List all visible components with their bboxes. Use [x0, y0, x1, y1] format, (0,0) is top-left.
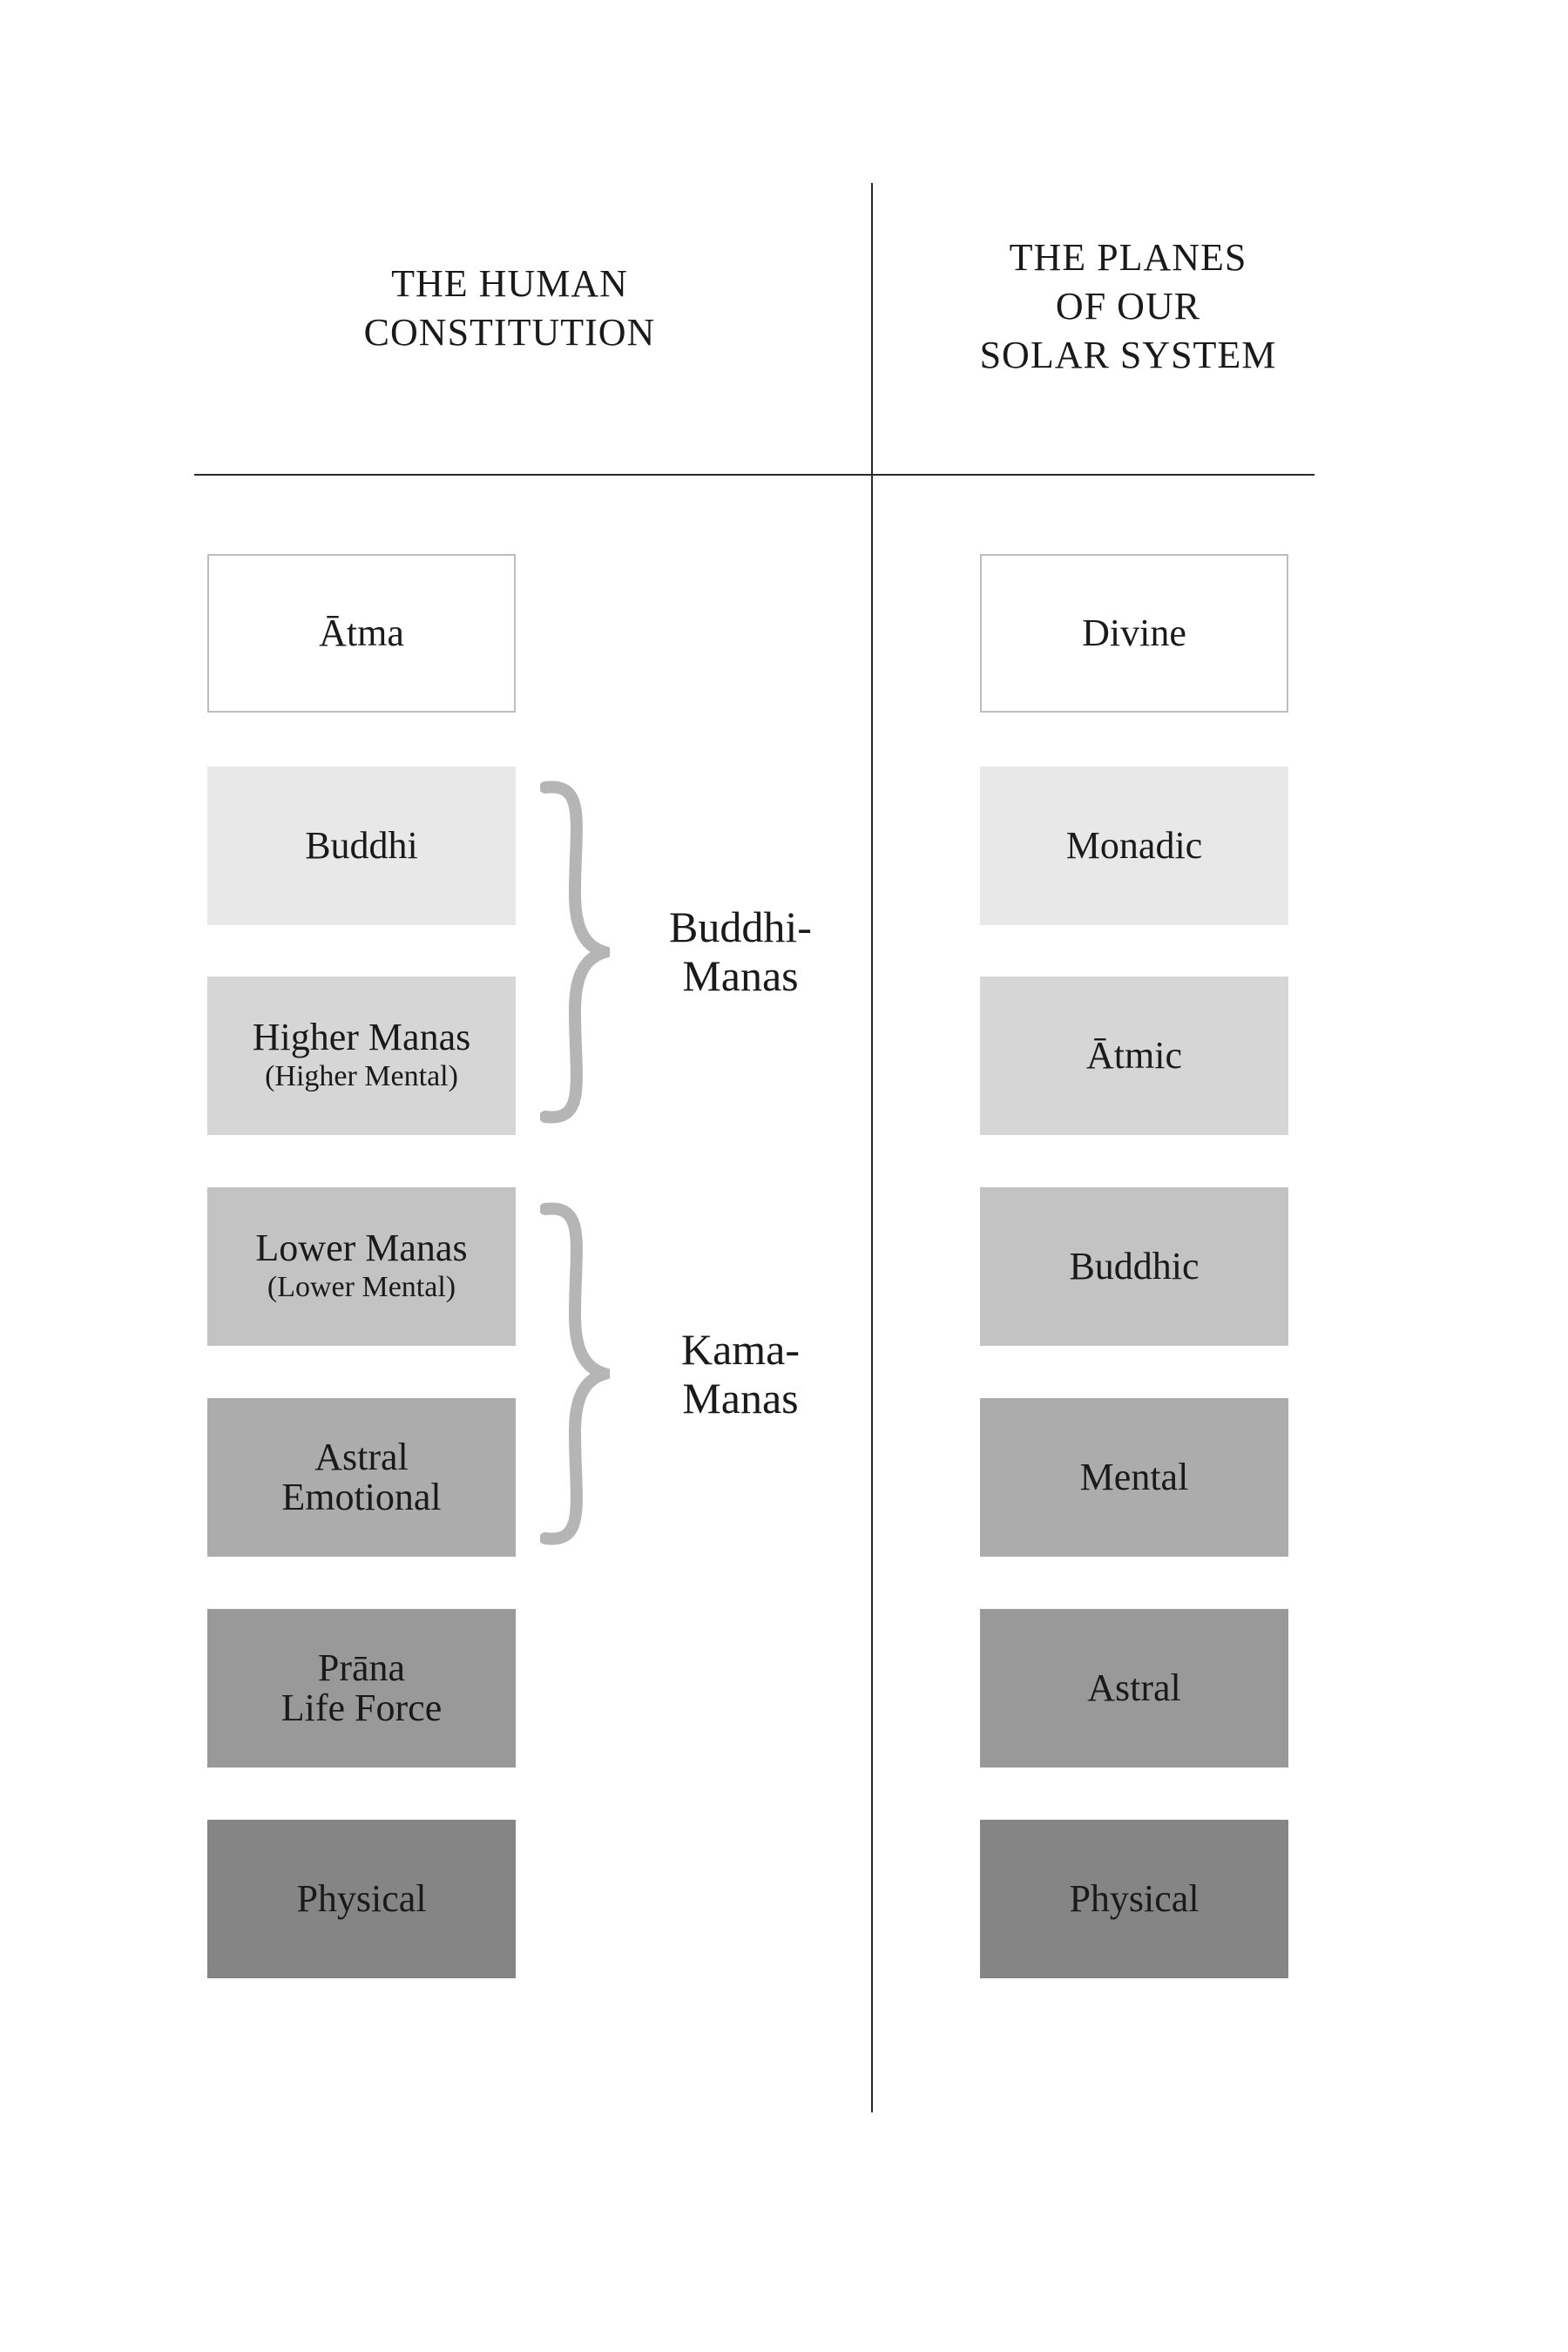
box-sublabel: (Higher Mental)	[265, 1060, 458, 1092]
box-atmic	[980, 977, 1288, 1135]
box-physical-body	[207, 1820, 516, 1978]
box-buddhi	[207, 767, 516, 925]
box-astral-emotional	[207, 1398, 516, 1557]
box-atma	[207, 554, 516, 713]
brace-kama-manas	[540, 1202, 610, 1545]
box-lower-manas	[207, 1187, 516, 1346]
box-label: Lower Manas	[255, 1227, 468, 1269]
header-divider	[194, 474, 1315, 476]
column-divider	[871, 183, 873, 2112]
grouping-label-kama-manas: Kama- Manas	[680, 1325, 801, 1423]
box-prana-life-force	[207, 1609, 516, 1767]
box-astral-plane	[980, 1609, 1288, 1767]
box-label: Physical	[1069, 1877, 1200, 1920]
box-label: Mental	[1079, 1456, 1189, 1498]
box-divine	[980, 554, 1288, 713]
box-label: Astral Emotional	[281, 1436, 442, 1518]
box-label: Higher Manas	[252, 1016, 471, 1058]
box-label: Astral	[1087, 1666, 1181, 1709]
box-label: Buddhi	[305, 824, 418, 867]
box-label: Prāna Life Force	[280, 1646, 443, 1729]
box-buddhic	[980, 1187, 1288, 1346]
box-monadic	[980, 767, 1288, 925]
grouping-label-buddhi-manas: Buddhi- Manas	[669, 902, 812, 1000]
box-label: Divine	[1082, 612, 1186, 654]
box-higher-manas	[207, 977, 516, 1135]
box-sublabel: (Lower Mental)	[267, 1271, 456, 1303]
box-label: Monadic	[1065, 824, 1203, 867]
brace-buddhi-manas	[540, 781, 610, 1124]
human-constitution-header: THE HUMAN CONSTITUTION	[363, 262, 656, 354]
box-label: Buddhic	[1069, 1245, 1200, 1288]
solar-planes-header: THE PLANES OF OUR SOLAR SYSTEM	[979, 236, 1277, 376]
box-label: Ātma	[319, 612, 404, 654]
box-mental	[980, 1398, 1288, 1557]
box-physical-plane	[980, 1820, 1288, 1978]
box-label: Physical	[296, 1877, 427, 1920]
box-label: Ātmic	[1086, 1034, 1182, 1077]
